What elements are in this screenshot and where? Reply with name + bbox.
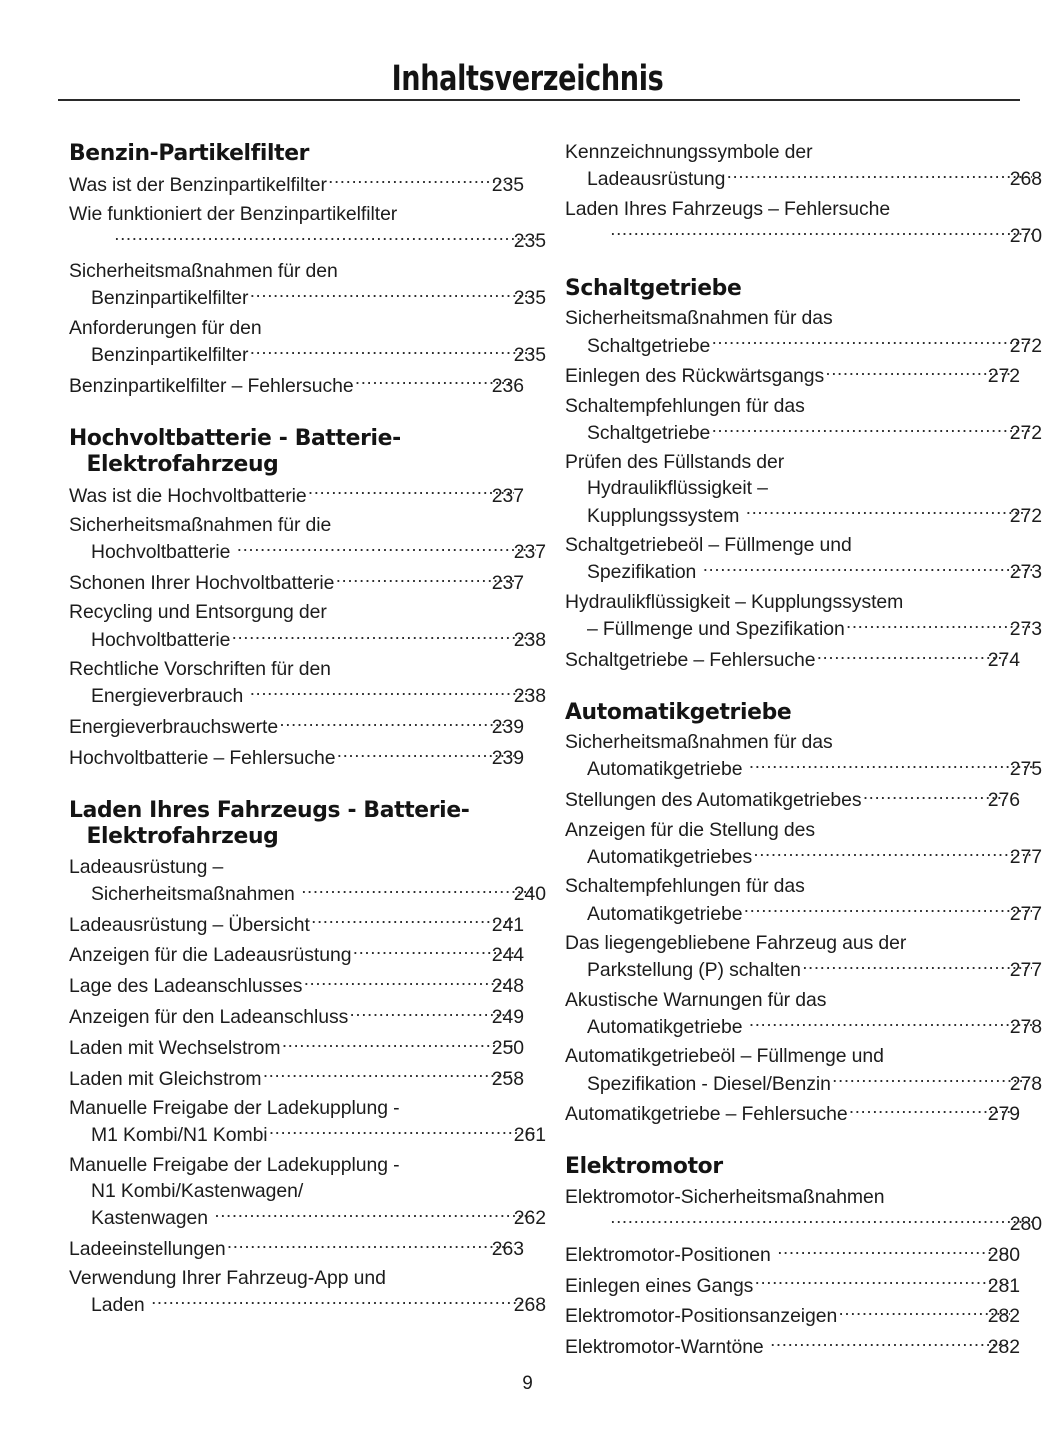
toc-entry-label: Elektromotor-Positionen [565,1243,776,1266]
toc-entry[interactable] [565,1241,1020,1268]
toc-entry-leader-row [587,166,1042,193]
toc-entry[interactable] [565,1185,1042,1238]
toc-entry-line: Laden Ihres Fahrzeugs – Fehlersuche [565,197,891,220]
toc-page-number: 278 [1009,1015,1042,1038]
toc-entry-leader-row [587,559,1042,586]
toc-entry-line: Recycling und Entsorgung der [69,601,327,624]
toc-page-number: 244 [491,944,524,967]
toc-page-number: 237 [513,541,546,564]
toc-entry[interactable] [565,874,1042,927]
toc-entry-leader-row [587,1211,1042,1238]
toc-dot-leader [354,372,514,391]
toc-entry[interactable] [565,1334,1020,1361]
toc-entry-line: Kennzeichnungssymbole der [565,141,813,163]
toc-entry-label: M1 Kombi/N1 Kombi [91,1124,268,1147]
toc-entry-line: Akustische Warnungen für das [565,988,827,1011]
toc-entry-label: Ladeausrüstung [587,168,726,191]
toc-entry-label: Benzinpartikelfilter [91,343,249,366]
toc-entry-leader-row [91,1205,546,1232]
toc-page-number: 277 [1009,902,1042,925]
toc-entry-leader-row [69,171,524,198]
toc-dot-leader [862,787,1010,806]
page-title: Inhaltsverzeichnis [391,59,664,100]
toc-entry-label: Elektromotor-Warntöne [565,1336,769,1359]
toc-dot-leader [845,616,1032,635]
toc-entry-label: Schonen Ihrer Hochvoltbatterie [69,572,335,595]
toc-entry-leader-row [587,616,1042,643]
toc-entry-leader-row [587,900,1042,927]
toc-entry-leader-row [587,223,1042,250]
toc-section [69,796,546,1319]
toc-dot-leader [278,714,514,733]
toc-entry-leader-row [91,880,546,907]
toc-dot-leader [725,166,1031,185]
toc-entry[interactable] [69,1153,546,1232]
toc-dot-leader [300,880,536,899]
toc-page-number: 272 [1009,334,1042,357]
toc-entry-label: Was ist der Benzinpartikelfilter [69,173,327,196]
toc-dot-leader [769,1334,1010,1353]
toc-page-number: 261 [513,1124,546,1147]
toc-section [69,424,546,772]
toc-page-number: 238 [513,685,546,708]
toc-entry-label: Sicherheitsmaßnahmen [91,882,300,905]
toc-dot-leader [748,756,1032,775]
toc-dot-leader [742,900,1031,919]
toc-entry-line: Sicherheitsmaßnahmen für den [69,259,338,282]
toc-entry-label: Stellungen des Automatikgetriebes [565,789,862,812]
toc-entry-label: Automatikgetriebes [587,845,753,868]
toc-entry-leader-row [69,1235,524,1262]
toc-page-number: 280 [987,1243,1020,1266]
toc-dot-leader [230,626,535,645]
toc-dot-leader [744,502,1031,521]
toc-entry-leader-row [91,285,546,312]
toc-entry-label: Hochvoltbatterie – Fehlersuche [69,747,336,770]
toc-dot-leader [248,285,535,304]
toc-page-number: 239 [491,747,524,770]
toc-entry-label: Benzinpartikelfilter [91,287,249,310]
toc-dot-leader [837,1303,1010,1322]
toc-entry-leader-row [587,420,1042,447]
toc-dot-leader [262,1065,514,1084]
toc-dot-leader [307,482,514,501]
toc-page-number: 248 [491,975,524,998]
toc-page-number: 235 [513,343,546,366]
toc-entry[interactable] [565,787,1020,814]
toc-entry-line: Anforderungen für den [69,316,262,339]
toc-entry-label: Laden mit Gleichstrom [69,1067,262,1090]
toc-entry[interactable] [69,942,524,969]
toc-page-number: 275 [1009,758,1042,781]
toc-entry[interactable] [565,1101,1020,1128]
toc-entry-line: Ladeausrüstung – [69,855,224,878]
toc-dot-leader [335,745,513,764]
toc-entry-leader-row [565,646,1020,673]
toc-dot-leader [248,683,535,702]
toc-entry[interactable] [69,714,524,741]
toc-entry-label: Einlegen des Rückwärtsgangs [565,365,825,388]
toc-entry-leader-row [587,502,1042,529]
toc-page-number: 240 [513,882,546,905]
toc-entry-line: Elektromotor-Sicherheitsmaßnahmen [565,1185,885,1208]
toc-dot-leader [848,1101,1010,1120]
toc-page-number: 272 [1009,504,1042,527]
header-divider [58,99,1020,101]
toc-entry-label: Schaltgetriebe [587,422,711,445]
toc-page-number: 235 [513,287,546,310]
toc-dot-leader [753,1272,1009,1291]
toc-entry-label: Anzeigen für die Ladeausrüstung [69,944,352,967]
toc-entry-leader-row [565,1334,1020,1361]
toc-dot-leader [213,1205,536,1224]
toc-entry-line: N1 Kombi/Kastenwagen/ [91,1179,304,1202]
toc-page-number: 249 [491,1006,524,1029]
toc-entry-leader-row [69,942,524,969]
toc-entry-label: Was ist die Hochvoltbatterie [69,484,307,507]
toc-entry[interactable] [565,394,1042,447]
toc-page-number: 277 [1009,845,1042,868]
toc-entry-label: Lage des Ladeanschlusses [69,975,303,998]
toc-dot-leader [815,646,1009,665]
toc-entry-label: Automatikgetriebe [587,902,743,925]
toc-entry-label: Kupplungssystem [587,504,745,527]
toc-entry[interactable] [565,818,1042,871]
toc-entry-line: Das liegengebliebene Fahrzeug aus der [565,931,907,954]
toc-entry[interactable] [565,306,1042,359]
toc-entry[interactable] [69,745,524,772]
toc-page-number: 273 [1009,618,1042,641]
toc-entry-line: Wie funktioniert der Benzinpartikelfilter [69,203,398,226]
toc-entry-leader-row [565,787,1020,814]
toc-entry[interactable] [69,600,546,653]
toc-page-number: 235 [491,173,524,196]
toc-section-heading: Hochvoltbatterie - Batterie-Elektrofahrzeug [69,424,401,477]
toc-page-number: 272 [987,365,1020,388]
toc-entry[interactable] [565,1303,1020,1330]
toc-page-number: 274 [987,648,1020,671]
toc-dot-leader [334,570,513,589]
toc-entry-label: Elektromotor-Positionsanzeigen [565,1305,838,1328]
toc-entry-label: Energieverbrauchswerte [69,716,279,739]
toc-entry-leader-row [565,363,1020,390]
toc-entry-leader-row [565,1303,1020,1330]
toc-section-heading: Elektromotor [565,1153,723,1180]
toc-dot-leader [268,1122,536,1141]
toc-dot-leader [824,363,1010,382]
toc-dot-leader [150,1292,536,1311]
toc-entry-label: Ladeeinstellungen [69,1237,226,1260]
toc-entry[interactable] [69,1266,546,1319]
toc-entry-line: Rechtliche Vorschriften für den [69,658,331,681]
toc-entry-leader-row [69,570,524,597]
toc-entry-leader-row [565,1241,1020,1268]
toc-section-heading: Schaltgetriebe [565,274,742,301]
toc-entry-line: Automatikgetriebeöl – Füllmenge und [565,1045,884,1068]
toc-entry-line: Schaltgetriebeöl – Füllmenge und [565,534,852,557]
toc-page-number: 280 [1009,1212,1042,1235]
toc-entry-label: Einlegen eines Gangs [565,1274,754,1297]
toc-entry[interactable] [69,513,546,566]
toc-page-number: 278 [1009,1072,1042,1095]
toc-dot-leader [609,1211,1032,1230]
toc-page-number: 241 [491,913,524,936]
toc-entry[interactable] [69,482,524,509]
toc-page-number: 268 [513,1294,546,1317]
toc-entry-leader-row [69,372,524,399]
toc-entry-leader-row [91,626,546,653]
toc-entry[interactable] [69,1096,546,1149]
toc-entry-leader-row [91,683,546,710]
toc-entry-line: Hydraulikflüssigkeit – [587,477,768,500]
toc-entry[interactable] [565,730,1042,783]
toc-page-number: 262 [513,1206,546,1229]
toc-entry-label: Laden mit Wechselstrom [69,1036,281,1059]
toc-page-number: 268 [1009,168,1042,191]
toc-entry[interactable] [69,1235,524,1262]
toc-entry-leader-row [69,1034,524,1061]
toc-dot-leader [831,1070,1032,1089]
toc-section-heading: Benzin-Partikelfilter [69,140,310,166]
toc-page-number: 282 [987,1305,1020,1328]
toc-entry-line: Manuelle Freigabe der Ladekupplung - [69,1153,400,1176]
toc-dot-leader [801,957,1032,976]
toc-page-number: 236 [491,374,524,397]
toc-dot-leader [327,171,514,190]
toc-entry-leader-row [69,745,524,772]
toc-entry-label: Schaltgetriebe – Fehlersuche [565,648,816,671]
toc-entry-line: Sicherheitsmaßnahmen für das [565,731,833,754]
toc-page-number: 279 [987,1103,1020,1126]
toc-entry-line: Prüfen des Füllstands der [565,451,785,474]
toc-entry-label: Hochvoltbatterie [91,541,236,564]
toc-entry[interactable] [565,533,1042,586]
toc-page-number: 270 [1009,225,1042,247]
toc-entry-line: Schaltempfehlungen für das [565,394,805,417]
toc-dot-leader [281,1034,514,1053]
toc-dot-leader [113,228,536,247]
toc-section [565,698,1042,1129]
toc-dot-leader [710,332,1032,351]
toc-entry[interactable] [565,931,1042,984]
toc-page-number: 237 [491,572,524,595]
toc-entry-leader-row [587,1070,1042,1097]
toc-entry-label: Energieverbrauch [91,685,249,708]
toc-entry-label: Schaltgetriebe [587,334,711,357]
toc-entry-leader-row [587,843,1042,870]
toc-entry-label: Automatikgetriebe – Fehlersuche [565,1103,848,1126]
toc-dot-leader [701,559,1031,578]
toc-entry-line: Schaltempfehlungen für das [565,875,805,898]
toc-entry-label: Automatikgetriebe [587,1015,748,1038]
toc-entry-leader-row [69,973,524,1000]
toc-page-number: 277 [1009,959,1042,982]
toc-entry-leader-row [69,911,524,938]
toc-entry[interactable] [69,1065,524,1092]
toc-entry-leader-row [587,332,1042,359]
toc-entry-label: Automatikgetriebe [587,758,748,781]
toc-entry-line: Sicherheitsmaßnahmen für die [69,513,332,536]
toc-entry[interactable] [69,1004,524,1031]
page-number: 9 [522,1373,533,1394]
toc-entry-leader-row [587,1014,1042,1041]
toc-entry[interactable] [69,570,524,597]
toc-entry-line: Anzeigen für die Stellung des [565,818,815,841]
toc-entry-label: Benzinpartikelfilter – Fehlersuche [69,374,354,397]
toc-dot-leader [226,1235,514,1254]
toc-dot-leader [310,911,514,930]
toc-entry-leader-row [69,1004,524,1031]
toc-section-heading: Laden Ihres Fahrzeugs - Batterie-Elektrofahrzeug [69,796,470,850]
toc-entry[interactable] [565,450,1042,529]
toc-entry[interactable] [69,657,546,710]
toc-page-number: 272 [1009,422,1042,445]
toc-entry-leader-row [69,714,524,741]
toc-page-number: 276 [987,789,1020,812]
toc-section [565,1153,1042,1361]
toc-entry-leader-row [91,539,546,566]
toc-entry-label: Spezifikation - Diesel/Benzin [587,1072,831,1095]
toc-column-left [69,140,546,1323]
toc-dot-leader [351,942,513,961]
toc-entry-label: Anzeigen für den Ladeanschluss [69,1006,349,1029]
toc-dot-leader [710,420,1032,439]
toc-page-number: 273 [1009,561,1042,584]
toc-dot-leader [248,341,535,360]
toc-dot-leader [235,539,535,558]
toc-section [565,274,1042,674]
toc-page-number: 282 [987,1336,1020,1359]
toc-entry[interactable] [69,171,524,198]
toc-page-number: 239 [491,716,524,739]
toc-page-number: 250 [491,1036,524,1059]
toc-entry[interactable] [565,197,1042,250]
toc-entry-label: – Füllmenge und Spezifikation [587,618,845,641]
toc-entry-leader-row [91,1292,546,1319]
toc-entry[interactable] [69,911,524,938]
toc-entry[interactable] [565,646,1020,673]
toc-dot-leader [302,973,513,992]
toc-entry-line: Hydraulikflüssigkeit – Kupplungssystem [565,590,904,613]
toc-entry-leader-row [91,1122,546,1149]
toc-page-number: 281 [987,1274,1020,1297]
toc-section [565,140,1042,250]
toc-page-number: 258 [491,1067,524,1090]
toc-entry-leader-row [69,1065,524,1092]
toc-dot-leader [609,223,1032,242]
toc-entry[interactable] [565,363,1020,390]
toc-entry-leader-row [91,228,546,255]
toc-entry-line: Verwendung Ihrer Fahrzeug-App und [69,1267,386,1290]
toc-page-number: 237 [491,484,524,507]
toc-entry-label: Laden [91,1294,150,1317]
toc-entry-leader-row [565,1101,1020,1128]
toc-section [69,140,546,400]
toc-column-right [565,140,1042,1365]
toc-dot-leader [752,843,1032,862]
toc-dot-leader [776,1241,1010,1260]
toc-entry[interactable] [69,973,524,1000]
toc-entry-label: Hochvoltbatterie [91,628,231,651]
toc-entry[interactable] [565,1044,1042,1097]
toc-entry-leader-row [587,957,1042,984]
toc-entry[interactable] [565,140,1042,193]
toc-entry-leader-row [565,1272,1020,1299]
toc-dot-leader [348,1004,514,1023]
toc-dot-leader [748,1014,1032,1033]
toc-entry-leader-row [69,482,524,509]
toc-page-number: 263 [491,1237,524,1260]
toc-entry-leader-row [91,341,546,368]
toc-entry[interactable] [69,316,546,369]
toc-entry[interactable] [565,988,1042,1041]
toc-entry[interactable] [69,259,546,312]
toc-entry[interactable] [69,372,524,399]
toc-entry[interactable] [565,590,1042,643]
toc-page-number: 235 [513,230,546,253]
toc-entry-line: Manuelle Freigabe der Ladekupplung - [69,1097,400,1120]
toc-entry[interactable] [69,202,546,255]
toc-entry[interactable] [565,1272,1020,1299]
toc-entry[interactable] [69,1034,524,1061]
toc-entry-label: Spezifikation [587,561,702,584]
toc-section-heading: Automatikgetriebe [565,698,792,725]
toc-entry-label: Parkstellung (P) schalten [587,959,801,982]
toc-entry-label: Kastenwagen [91,1206,214,1229]
toc-entry-line: Sicherheitsmaßnahmen für das [565,307,833,330]
toc-entry-label: Ladeausrüstung – Übersicht [69,913,310,936]
toc-entry[interactable] [69,855,546,908]
toc-entry-leader-row [587,756,1042,783]
toc-page-number: 238 [513,628,546,651]
